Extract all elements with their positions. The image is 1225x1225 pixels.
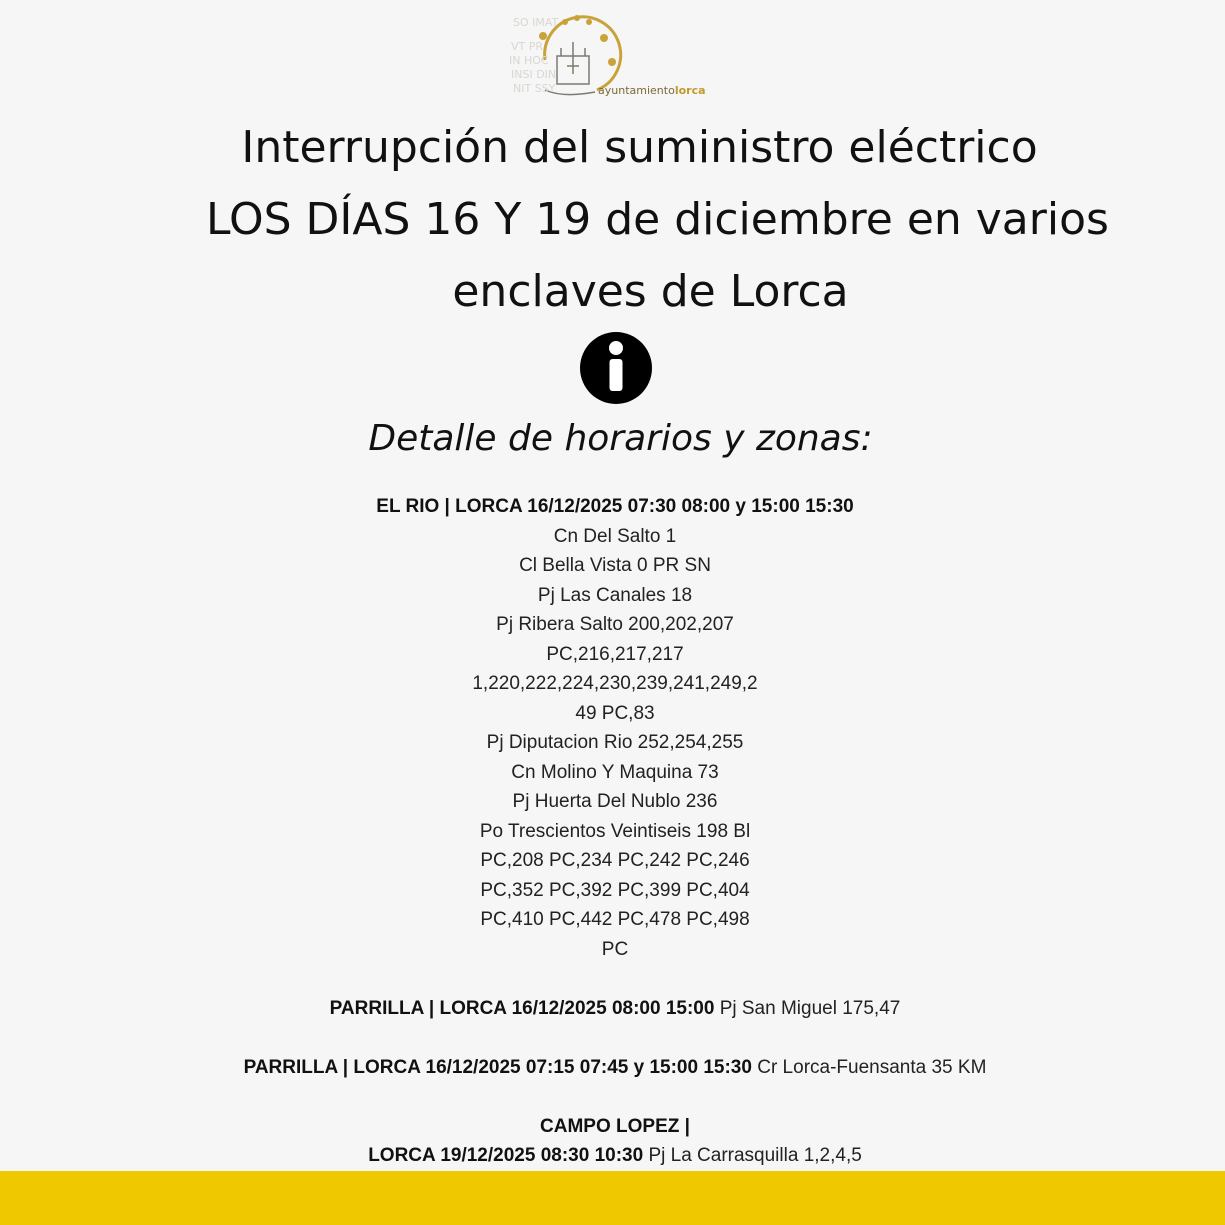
parrilla-1-header: PARRILLA | LORCA 16/12/2025 08:00 15:00 [329,997,715,1019]
svg-text:INSI DIN: INSI DIN [511,68,557,81]
svg-text:IN HOC: IN HOC [509,54,549,67]
parrilla-2-address: Cr Lorca-Fuensanta 35 KM [751,1056,987,1078]
parrilla-1-address: Pj San Miguel 175,47 [714,997,901,1019]
el-rio-line: PC,410 PC,442 PC,478 PC,498 [480,909,750,930]
logo-text-part1: ayuntamiento [598,84,675,97]
el-rio-line: Po Trescientos Veintiseis 198 Bl [479,820,751,842]
parrilla-entry-1 [0,994,1225,1024]
el-rio-line: Pj Huerta Del Nublo 236 [512,791,718,812]
footer-bar [0,1171,1225,1225]
logo-wordmark [598,84,706,97]
details-list [0,492,1225,1171]
title-line-3: enclaves de Lorca [452,266,849,317]
logo-text-part2: lorca [674,84,706,97]
campo-lopez-date: LORCA 19/12/2025 08:30 10:30 [368,1145,644,1166]
el-rio-line: Pj Diputacion Rio 252,254,255 [486,732,744,753]
parrilla-2-header: PARRILLA | LORCA 16/12/2025 07:15 07:45 y 15:00 15:30 [243,1056,752,1078]
el-rio-line: PC,352 PC,392 PC,399 PC,404 [480,879,750,901]
svg-text:VT PR: VT PR [511,40,544,53]
info-icon [579,331,653,405]
el-rio-line: 1,220,222,224,230,239,241,249,2 [472,673,758,694]
el-rio-line: Cl Bella Vista 0 PR SN [519,555,711,576]
el-rio-line: PC,208 PC,234 PC,242 PC,246 [480,850,750,871]
parrilla-entry-2 [0,1053,1225,1083]
el-rio-header: EL RIO | LORCA 16/12/2025 07:30 08:00 y 15:00 15:30 [376,496,854,517]
el-rio-line: Pj Las Canales 18 [537,584,693,606]
el-rio-line: 49 PC,83 [575,702,655,724]
subtitle-text: Detalle de horarios y zonas: [368,418,873,459]
title-line-2: LOS DÍAS 16 Y 19 de diciembre en varios [206,194,1109,245]
el-rio-line: Cn Del Salto 1 [553,525,677,547]
campo-lopez-header: CAMPO LOPEZ | [540,1115,690,1137]
el-rio-line: Pj Ribera Salto 200,202,207 [496,614,734,635]
campo-lopez-entry [0,1141,1225,1171]
title-line-1: Interrupción del suministro eléctrico [241,122,1038,173]
el-rio-line: PC [601,938,629,960]
el-rio-line: Cn Molino Y Maquina 73 [511,761,719,783]
svg-text:NIT SSY: NIT SSY [513,82,556,95]
svg-text:SO IMAT: SO IMAT [513,16,559,29]
el-rio-line: PC,216,217,217 [546,643,684,665]
campo-lopez-address: Pj La Carrasquilla 1,2,4,5 [643,1145,862,1166]
subtitle [0,412,1225,466]
